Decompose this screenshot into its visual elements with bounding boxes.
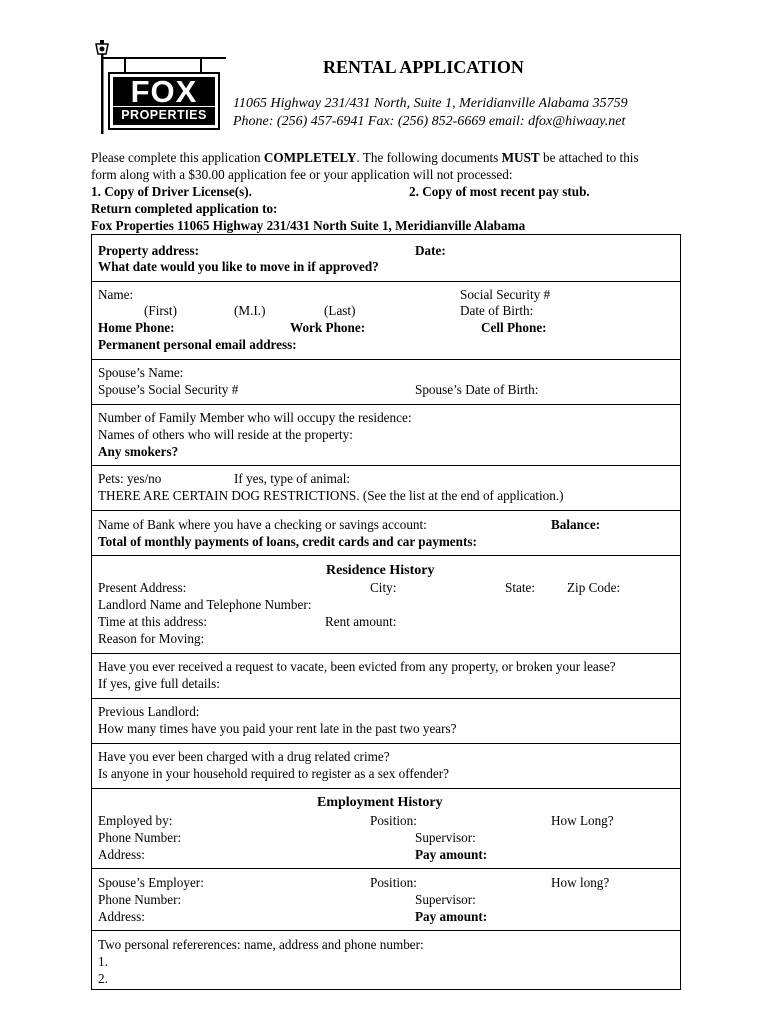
logo-word-fox: FOX [130,74,198,109]
date-field[interactable]: Date: [415,243,446,258]
intro-text-e: be attached to this [539,150,639,165]
employer-address-field[interactable]: Address: [98,847,145,862]
spouse-position-field[interactable]: Position: [370,875,417,890]
dob-field[interactable]: Date of Birth: [460,303,534,318]
divider [91,653,681,654]
other-residents-field[interactable]: Names of others who will reside at the property: [98,427,353,442]
middle-initial-label: (M.I.) [234,303,266,318]
divider [91,234,681,235]
intro-text-c: . The following documents [356,150,502,165]
drug-crime-question[interactable]: Have you ever been charged with a drug related crime? [98,749,390,764]
present-address-field[interactable]: Present Address: [98,580,187,595]
home-phone-field[interactable]: Home Phone: [98,320,175,335]
property-address-field[interactable]: Property address: [98,243,199,258]
landlord-field[interactable]: Landlord Name and Telephone Number: [98,597,312,612]
family-members-field[interactable]: Number of Family Member who will occupy the residence: [98,410,412,425]
animal-type-field[interactable]: If yes, type of animal: [234,471,351,486]
spouse-ssn-field[interactable]: Spouse’s Social Security # [98,382,239,397]
email-field[interactable]: Permanent personal email address: [98,337,297,352]
doc-requirement-1: 1. Copy of Driver License(s). [91,184,252,199]
return-address: Fox Properties 11065 Highway 231/431 North Suite 1, Meridianville Alabama [91,218,526,233]
divider [91,359,681,360]
employment-history-heading: Employment History [317,795,443,810]
logo-word-properties: PROPERTIES [113,106,215,123]
spouse-supervisor-field[interactable]: Supervisor: [415,892,476,907]
company-contact: Phone: (256) 457-6941 Fax: (256) 852-6669 email: dfox@hiwaay.net [233,114,626,129]
divider [91,281,681,282]
spouse-employer-address-field[interactable]: Address: [98,909,145,924]
state-field[interactable]: State: [505,580,536,595]
divider [91,989,681,990]
divider [91,698,681,699]
divider [91,743,681,744]
rent-amount-field[interactable]: Rent amount: [325,614,397,629]
balance-field[interactable]: Balance: [551,517,601,532]
eviction-question[interactable]: Have you ever received a request to vacate, been evicted from any property, or broken your lease? [98,659,616,674]
smokers-field[interactable]: Any smokers? [98,444,179,459]
spouse-pay-amount-field[interactable]: Pay amount: [415,909,488,924]
residence-history-heading: Residence History [326,563,435,578]
spouse-employer-field[interactable]: Spouse’s Employer: [98,875,204,890]
move-in-date-field[interactable]: What date would you like to move in if approved? [98,259,379,274]
spouse-how-long-field[interactable]: How long? [551,875,610,890]
time-at-address-field[interactable]: Time at this address: [98,614,208,629]
return-label: Return completed application to: [91,201,278,216]
divider [91,510,681,511]
reason-moving-field[interactable]: Reason for Moving: [98,631,205,646]
name-field[interactable]: Name: [98,287,134,302]
divider [91,465,681,466]
late-rent-field[interactable]: How many times have you paid your rent late in the past two years? [98,721,457,736]
pets-field[interactable]: Pets: yes/no [98,471,162,486]
references-label: Two personal refererences: name, address and phone number: [98,937,424,952]
first-name-label: (First) [144,303,177,318]
sex-offender-question[interactable]: Is anyone in your household required to register as a sex offender? [98,766,449,781]
position-field[interactable]: Position: [370,813,417,828]
spouse-employer-phone-field[interactable]: Phone Number: [98,892,182,907]
employer-field[interactable]: Employed by: [98,813,173,828]
intro-text-a: Please complete this application [91,150,264,165]
zip-code-field[interactable]: Zip Code: [567,580,621,595]
ssn-field[interactable]: Social Security # [460,287,551,302]
supervisor-field[interactable]: Supervisor: [415,830,476,845]
monthly-payments-field[interactable]: Total of monthly payments of loans, credit cards and car payments: [98,534,477,549]
previous-landlord-field[interactable]: Previous Landlord: [98,704,200,719]
fox-properties-logo [90,36,226,136]
cell-phone-field[interactable]: Cell Phone: [481,320,547,335]
intro-must: MUST [501,150,540,165]
bank-name-field[interactable]: Name of Bank where you have a checking or savings account: [98,517,427,532]
last-name-label: (Last) [324,303,356,318]
divider [91,930,681,931]
reference-1-field[interactable]: 1. [98,954,108,969]
spouse-name-field[interactable]: Spouse’s Name: [98,365,184,380]
intro-completely: COMPLETELY [263,150,357,165]
employer-phone-field[interactable]: Phone Number: [98,830,182,845]
company-address: 11065 Highway 231/431 North, Suite 1, Meridianville Alabama 35759 [233,96,628,111]
spouse-dob-field[interactable]: Spouse’s Date of Birth: [415,382,539,397]
intro-line-2: form along with a $30.00 application fee or your application will not processed: [91,167,513,182]
how-long-field[interactable]: How Long? [551,813,614,828]
divider [91,555,681,556]
pay-amount-field[interactable]: Pay amount: [415,847,488,862]
page-title: RENTAL APPLICATION [323,57,524,77]
dog-restrictions-note: THERE ARE CERTAIN DOG RESTRICTIONS. (See the list at the end of application.) [98,488,564,503]
divider [91,788,681,789]
divider [91,404,681,405]
city-field[interactable]: City: [370,580,397,595]
reference-2-field[interactable]: 2. [98,971,108,986]
doc-requirement-2: 2. Copy of most recent pay stub. [409,184,590,199]
eviction-details-field[interactable]: If yes, give full details: [98,676,220,691]
work-phone-field[interactable]: Work Phone: [290,320,366,335]
intro-line-1 [91,150,639,166]
divider [91,868,681,869]
